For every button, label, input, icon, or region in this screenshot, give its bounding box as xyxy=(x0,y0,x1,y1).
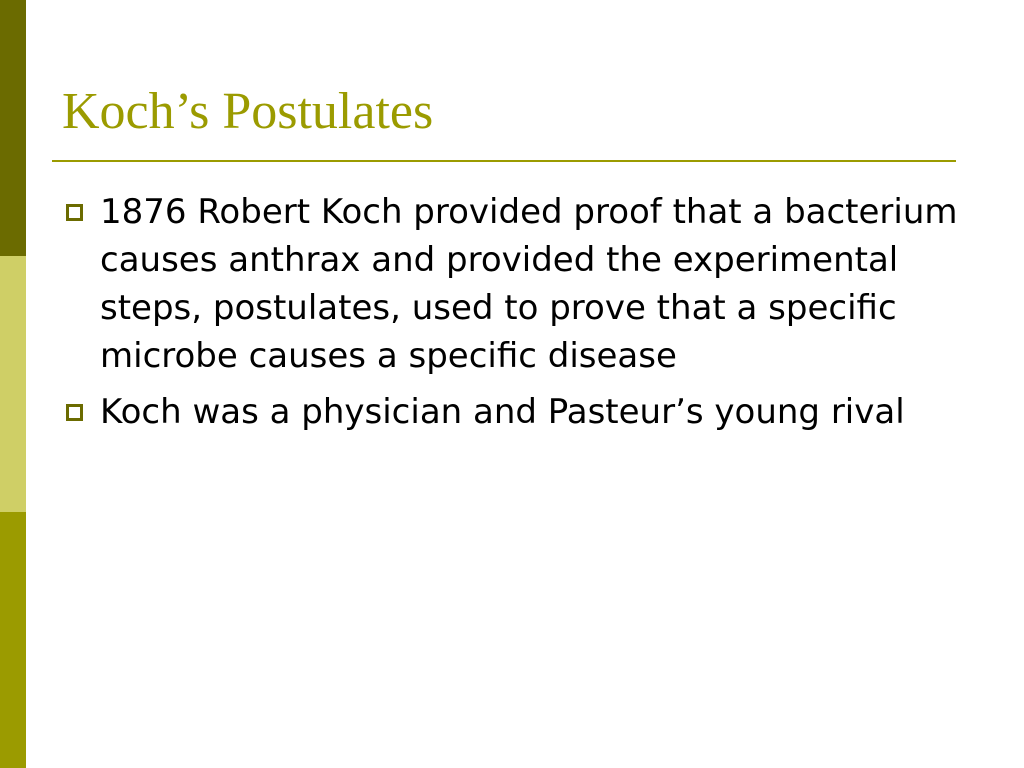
bullet-item xyxy=(62,188,962,380)
bullet-list xyxy=(62,188,962,444)
hollow-square-bullet-icon xyxy=(66,204,83,221)
bullet-text: 1876 Robert Koch provided proof that a bacterium causes anthrax and provided the experimental steps, postulates, used to prove that a specific microbe causes a specific disease xyxy=(100,192,958,376)
hollow-square-bullet-icon xyxy=(66,404,83,421)
bullet-text: Koch was a physician and Pasteur’s young rival xyxy=(100,392,905,432)
slide-title: Koch’s Postulates xyxy=(62,83,434,140)
side-bar-mid-segment xyxy=(0,512,26,768)
title-underline xyxy=(52,160,956,162)
side-bar-dark-segment xyxy=(0,0,26,256)
side-bar-light-segment xyxy=(0,256,26,512)
bullet-item xyxy=(62,388,962,436)
